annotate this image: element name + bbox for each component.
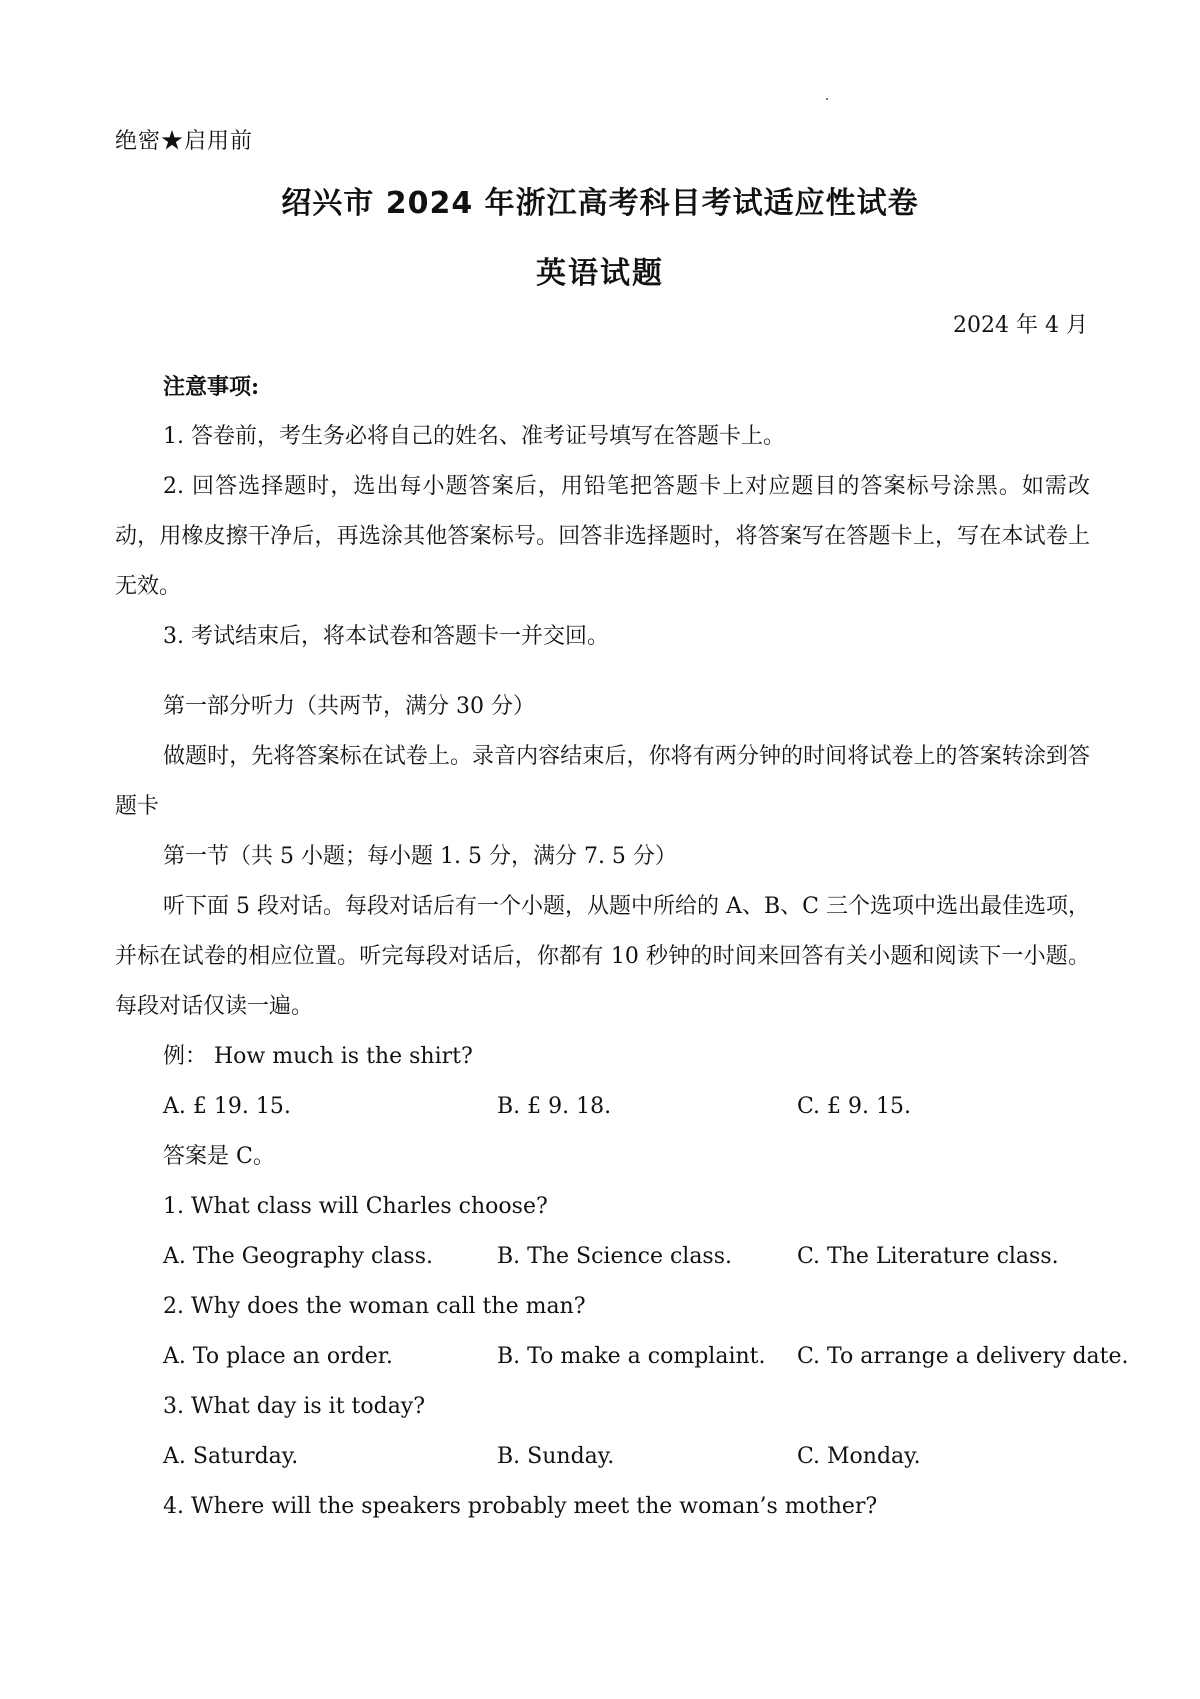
question-1-option-b: B. The Science class. xyxy=(497,1244,733,1269)
question-3-option-a: A. Saturday. xyxy=(163,1444,299,1469)
question-3-option-b: B. Sunday. xyxy=(497,1444,615,1469)
question-2-option-c: C. To arrange a delivery date. xyxy=(797,1344,1129,1369)
example-question: 例： How much is the shirt? xyxy=(163,1044,473,1069)
exam-date: 2024 年 4 月 xyxy=(953,313,1088,338)
question-3: 3. What day is it today? xyxy=(163,1394,426,1419)
section1-heading: 第一节（共 5 小题；每小题 1. 5 分，满分 7. 5 分） xyxy=(163,844,677,869)
example-option-b: B. £ 9. 18. xyxy=(497,1094,612,1119)
example-options xyxy=(115,1082,1090,1132)
question-2-options xyxy=(115,1332,1129,1382)
exam-subtitle: 英语试题 xyxy=(536,256,664,291)
notes-title: 注意事项: xyxy=(163,374,260,400)
example-option-c: C. £ 9. 15. xyxy=(797,1094,911,1119)
notes-section xyxy=(115,362,1090,662)
notes-item-3: 3. 考试结束后，将本试卷和答题卡一并交回。 xyxy=(163,624,609,649)
question-4: 4. Where will the speakers probably meet the woman’s mother? xyxy=(163,1494,878,1519)
part1-instruction: 做题时，先将答案标在试卷上。录音内容结束后，你将有两分钟的时间将试卷上的答案转涂到答题卡 xyxy=(115,744,1090,819)
question-2-option-a: A. To place an order. xyxy=(163,1344,393,1369)
question-3-options xyxy=(115,1432,1090,1482)
question-2: 2. Why does the woman call the man? xyxy=(163,1294,586,1319)
part1-heading: 第一部分听力（共两节，满分 30 分） xyxy=(163,694,535,719)
confidential-label: 绝密★启用前 xyxy=(115,129,254,154)
question-1-options xyxy=(115,1232,1090,1282)
notes-item-1: 1. 答卷前，考生务必将自己的姓名、准考证号填写在答题卡上。 xyxy=(163,424,785,449)
question-3-option-c: C. Monday. xyxy=(797,1444,921,1469)
part1-section xyxy=(115,682,1129,1532)
exam-title: 绍兴市 2024 年浙江高考科目考试适应性试卷 xyxy=(281,186,919,221)
question-1-option-a: A. The Geography class. xyxy=(163,1244,434,1269)
question-1: 1. What class will Charles choose? xyxy=(163,1194,548,1219)
example-option-a: A. £ 19. 15. xyxy=(163,1094,291,1119)
example-answer: 答案是 C。 xyxy=(163,1144,275,1169)
question-1-option-c: C. The Literature class. xyxy=(797,1244,1059,1269)
section1-instruction: 听下面 5 段对话。每段对话后有一个小题，从题中所给的 A、B、C 三个选项中选出最佳选项，并标在试卷的相应位置。听完每段对话后，你都有 10 秒钟的时间来回答有关小题和阅读下一小题。每段对话仅读一遍。 xyxy=(115,894,1090,1019)
notes-item-2: 2. 回答选择题时，选出每小题答案后，用铅笔把答题卡上对应题目的答案标号涂黑。如需改动，用橡皮擦干净后，再选涂其他答案标号。回答非选择题时，将答案写在答题卡上，写在本试卷上无效。 xyxy=(115,474,1090,599)
question-2-option-b: B. To make a complaint. xyxy=(497,1344,766,1369)
scan-speck xyxy=(826,98,828,100)
